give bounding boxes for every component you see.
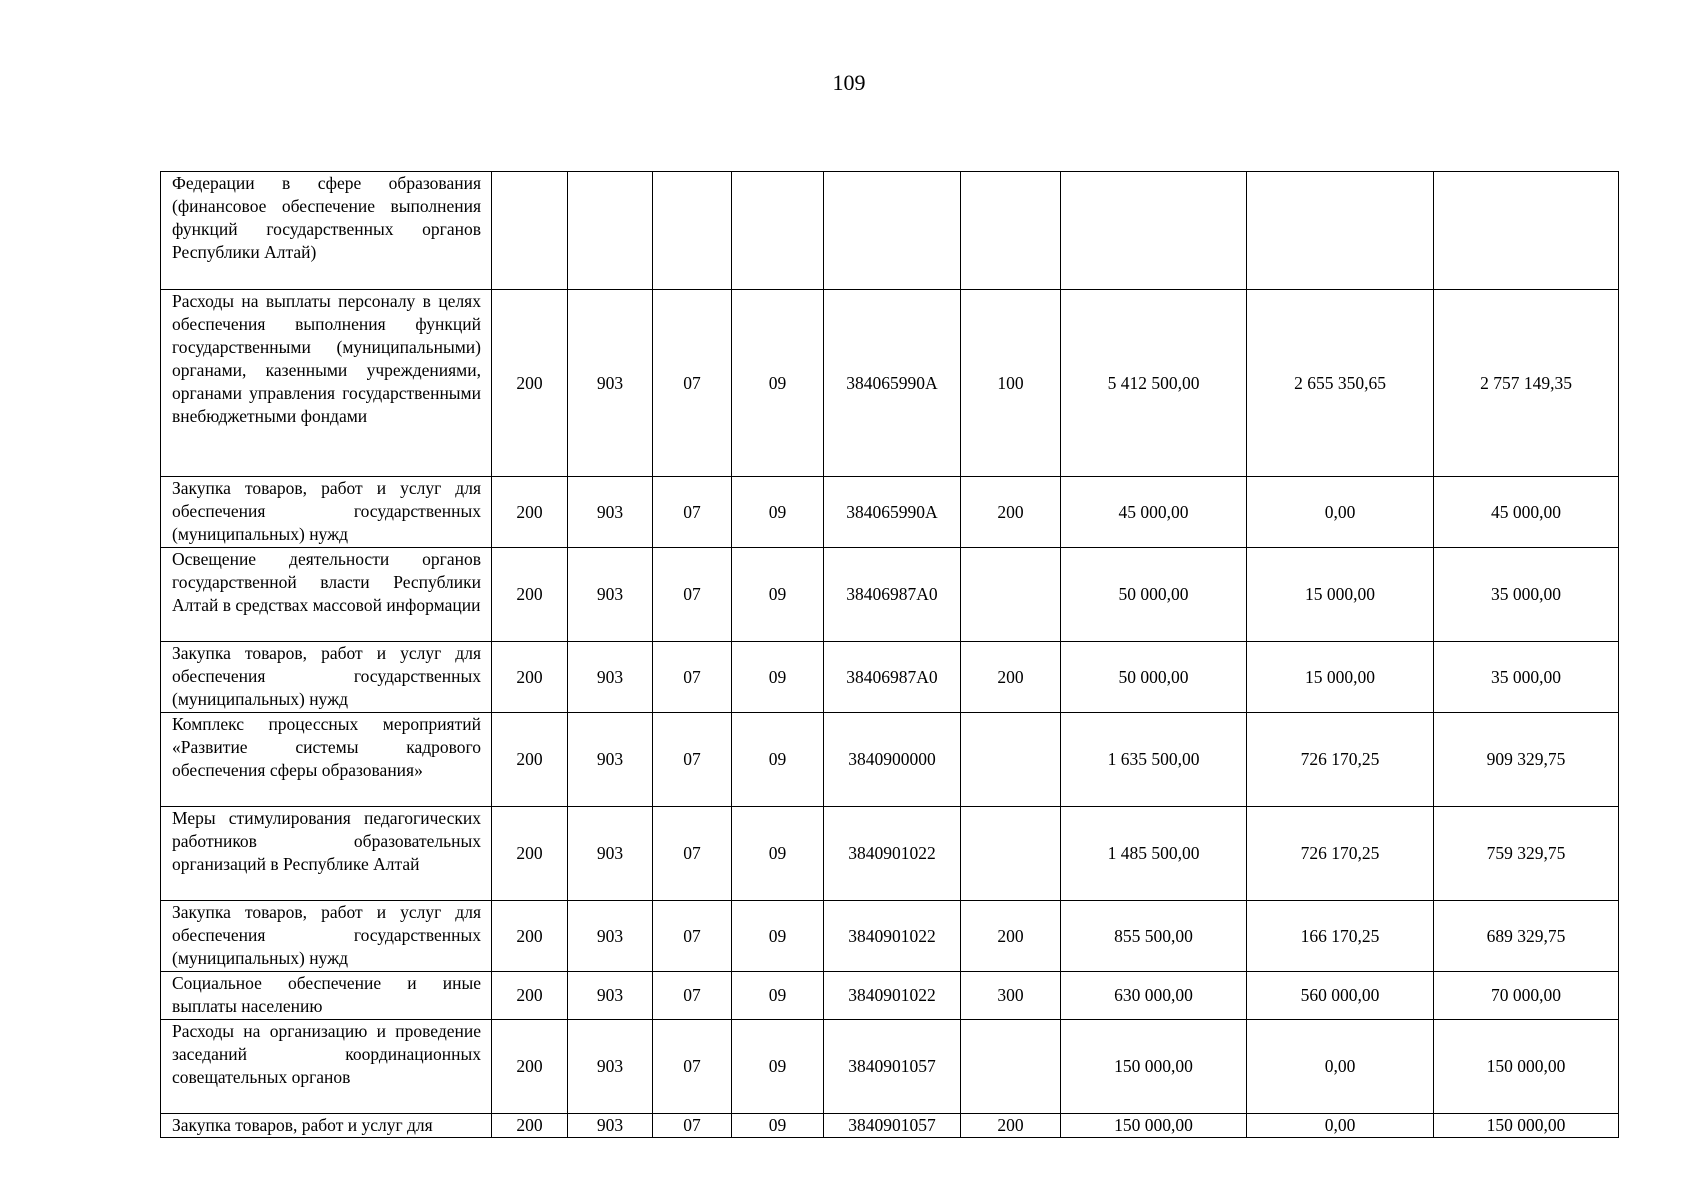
ministry-code-cell: 903 [568, 901, 653, 972]
description-cell [161, 901, 492, 972]
executed-amount-cell: 0,00 [1247, 1020, 1434, 1114]
section-cell: 07 [653, 1020, 732, 1114]
description-cell [161, 1020, 492, 1114]
target-article-cell: 3840901022 [824, 901, 961, 972]
description-text: Закупка товаров, работ и услуг для обеспечения государственных (муниципальных) нужд [172, 643, 481, 709]
expense-type-cell: 200 [961, 1114, 1061, 1138]
target-article-cell [824, 172, 961, 290]
description-cell [161, 172, 492, 290]
table-row [161, 1114, 1619, 1138]
planned-amount-cell: 1 635 500,00 [1061, 713, 1247, 807]
code-field: 200 [492, 713, 568, 807]
code-field: 200 [492, 1114, 568, 1138]
budget-table [160, 171, 1619, 1138]
code-field: 200 [492, 642, 568, 713]
subsection-cell: 09 [732, 901, 824, 972]
remaining-amount-cell [1434, 172, 1619, 290]
executed-amount-cell: 15 000,00 [1247, 642, 1434, 713]
section-cell: 07 [653, 713, 732, 807]
planned-amount-cell: 855 500,00 [1061, 901, 1247, 972]
section-cell: 07 [653, 1114, 732, 1138]
code-field: 200 [492, 807, 568, 901]
executed-amount-cell: 0,00 [1247, 1114, 1434, 1138]
target-article-cell: 384065990А [824, 290, 961, 477]
description-text: Комплекс процессных мероприятий «Развитие системы кадрового обеспечения сферы образования» [172, 714, 481, 780]
remaining-amount-cell: 150 000,00 [1434, 1114, 1619, 1138]
expense-type-cell: 200 [961, 901, 1061, 972]
target-article-cell: 3840901022 [824, 807, 961, 901]
section-cell: 07 [653, 477, 732, 548]
table-row [161, 807, 1619, 901]
description-text: Закупка товаров, работ и услуг для обеспечения государственных (муниципальных) нужд [172, 902, 481, 968]
section-cell: 07 [653, 807, 732, 901]
subsection-cell: 09 [732, 548, 824, 642]
executed-amount-cell: 15 000,00 [1247, 548, 1434, 642]
ministry-code-cell: 903 [568, 713, 653, 807]
expense-type-cell [961, 548, 1061, 642]
description-cell [161, 477, 492, 548]
table-row [161, 972, 1619, 1020]
code-field: 200 [492, 548, 568, 642]
ministry-code-cell: 903 [568, 290, 653, 477]
executed-amount-cell: 2 655 350,65 [1247, 290, 1434, 477]
table-row [161, 642, 1619, 713]
planned-amount-cell: 630 000,00 [1061, 972, 1247, 1020]
subsection-cell: 09 [732, 1020, 824, 1114]
executed-amount-cell: 560 000,00 [1247, 972, 1434, 1020]
expense-type-cell [961, 172, 1061, 290]
description-text: Расходы на выплаты персоналу в целях обеспечения выполнения функций государственными (муниципальными) органами, казенными учреждениями, органами управления государственными внебюджетными фондами [172, 291, 481, 426]
subsection-cell: 09 [732, 290, 824, 477]
target-article-cell: 3840900000 [824, 713, 961, 807]
description-cell [161, 548, 492, 642]
executed-amount-cell: 166 170,25 [1247, 901, 1434, 972]
description-text: Расходы на организацию и проведение заседаний координационных совещательных органов [172, 1021, 481, 1087]
ministry-code-cell: 903 [568, 1020, 653, 1114]
table-row [161, 172, 1619, 290]
remaining-amount-cell: 909 329,75 [1434, 713, 1619, 807]
planned-amount-cell: 150 000,00 [1061, 1114, 1247, 1138]
section-cell [653, 172, 732, 290]
subsection-cell: 09 [732, 807, 824, 901]
description-cell [161, 290, 492, 477]
target-article-cell: 384065990А [824, 477, 961, 548]
section-cell: 07 [653, 290, 732, 477]
expense-type-cell [961, 713, 1061, 807]
description-text: Социальное обеспечение и иные выплаты населению [172, 973, 481, 1016]
ministry-code-cell: 903 [568, 807, 653, 901]
subsection-cell: 09 [732, 713, 824, 807]
remaining-amount-cell: 70 000,00 [1434, 972, 1619, 1020]
ministry-code-cell: 903 [568, 548, 653, 642]
ministry-code-cell [568, 172, 653, 290]
subsection-cell: 09 [732, 642, 824, 713]
executed-amount-cell [1247, 172, 1434, 290]
code-field: 200 [492, 1020, 568, 1114]
description-cell [161, 807, 492, 901]
code-field: 200 [492, 901, 568, 972]
remaining-amount-cell: 35 000,00 [1434, 548, 1619, 642]
executed-amount-cell: 0,00 [1247, 477, 1434, 548]
description-cell [161, 713, 492, 807]
ministry-code-cell: 903 [568, 477, 653, 548]
expense-type-cell [961, 807, 1061, 901]
code-field [492, 172, 568, 290]
planned-amount-cell: 45 000,00 [1061, 477, 1247, 548]
remaining-amount-cell: 2 757 149,35 [1434, 290, 1619, 477]
description-text: Меры стимулирования педагогических работников образовательных организаций в Республике Алтай [172, 808, 481, 874]
expense-type-cell: 200 [961, 477, 1061, 548]
table-row [161, 548, 1619, 642]
target-article-cell: 38406987А0 [824, 642, 961, 713]
planned-amount-cell: 50 000,00 [1061, 642, 1247, 713]
planned-amount-cell: 1 485 500,00 [1061, 807, 1247, 901]
table-row [161, 477, 1619, 548]
planned-amount-cell: 50 000,00 [1061, 548, 1247, 642]
code-field: 200 [492, 290, 568, 477]
code-field: 200 [492, 972, 568, 1020]
section-cell: 07 [653, 642, 732, 713]
remaining-amount-cell: 150 000,00 [1434, 1020, 1619, 1114]
description-text: Освещение деятельности органов государственной власти Республики Алтай в средствах массовой информации [172, 549, 481, 615]
description-cell [161, 1114, 492, 1138]
ministry-code-cell: 903 [568, 972, 653, 1020]
description-text: Федерации в сфере образования (финансовое обеспечение выполнения функций государственных органов Республики Алтай) [172, 173, 481, 262]
expense-type-cell [961, 1020, 1061, 1114]
executed-amount-cell: 726 170,25 [1247, 713, 1434, 807]
description-cell [161, 642, 492, 713]
code-field: 200 [492, 477, 568, 548]
remaining-amount-cell: 45 000,00 [1434, 477, 1619, 548]
target-article-cell: 3840901022 [824, 972, 961, 1020]
section-cell: 07 [653, 548, 732, 642]
expense-type-cell: 200 [961, 642, 1061, 713]
remaining-amount-cell: 689 329,75 [1434, 901, 1619, 972]
executed-amount-cell: 726 170,25 [1247, 807, 1434, 901]
table-row [161, 1020, 1619, 1114]
planned-amount-cell: 5 412 500,00 [1061, 290, 1247, 477]
expense-type-cell: 300 [961, 972, 1061, 1020]
table-row [161, 290, 1619, 477]
description-text: Закупка товаров, работ и услуг для обеспечения государственных (муниципальных) нужд [172, 478, 481, 544]
description-text: Закупка товаров, работ и услуг для [172, 1115, 433, 1135]
ministry-code-cell: 903 [568, 1114, 653, 1138]
remaining-amount-cell: 35 000,00 [1434, 642, 1619, 713]
ministry-code-cell: 903 [568, 642, 653, 713]
target-article-cell: 38406987А0 [824, 548, 961, 642]
target-article-cell: 3840901057 [824, 1114, 961, 1138]
table-row [161, 901, 1619, 972]
section-cell: 07 [653, 901, 732, 972]
subsection-cell: 09 [732, 477, 824, 548]
subsection-cell [732, 172, 824, 290]
page-number: 109 [832, 70, 866, 95]
subsection-cell: 09 [732, 1114, 824, 1138]
description-cell [161, 972, 492, 1020]
expense-type-cell: 100 [961, 290, 1061, 477]
section-cell: 07 [653, 972, 732, 1020]
table-row [161, 713, 1619, 807]
remaining-amount-cell: 759 329,75 [1434, 807, 1619, 901]
planned-amount-cell [1061, 172, 1247, 290]
planned-amount-cell: 150 000,00 [1061, 1020, 1247, 1114]
subsection-cell: 09 [732, 972, 824, 1020]
target-article-cell: 3840901057 [824, 1020, 961, 1114]
